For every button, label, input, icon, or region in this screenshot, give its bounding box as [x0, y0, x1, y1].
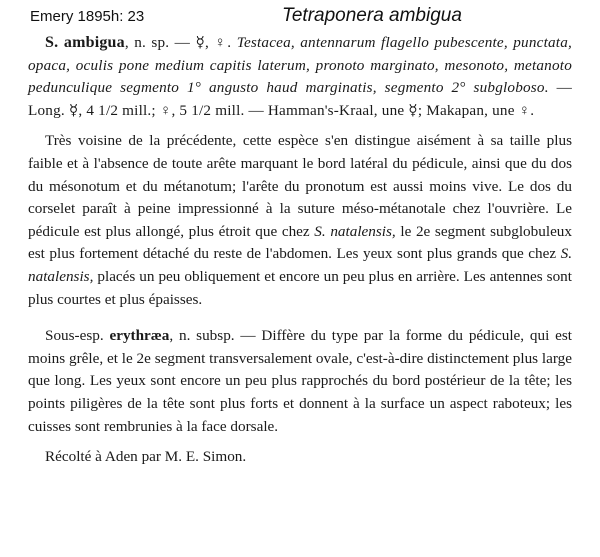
subspecies-text: , n. subsp. — Diffère du type par la forme du pédicule, qui est moins grêle, et le 2e segment transversalement ovale, c'est-à-dire distinctement plus large que long. Les yeux sont encore un peu plus rapprochés du bord postérieur de la tête; les points piligères de la tête sont plus forts et donnent à la surface un aspect raboteux; les cuisses sont rembrunies à la face dorsale.	[28, 327, 572, 435]
citation-header: Emery 1895h: 23	[30, 8, 145, 25]
remarks-text-3: placés un peu obliquement et encore un peu plus en arrière. Les antennes sont plus courtes et plus épaisses.	[28, 267, 572, 308]
latin-description: Testacea, antennarum flagello pubescente, punctata, opaca, oculis pone medium capitis laterum, pronoto marginato, mesonoto, metanoto pedunculique segmento 1° angusto haud marginatis, segmento 2° subgloboso.	[28, 34, 572, 97]
species-status: , n. sp. — ☿, ♀.	[124, 34, 237, 51]
remarks-paragraph	[28, 130, 572, 311]
measurements: — Long. ☿, 4 1/2 mill.; ♀, 5 1/2 mill. — Hamman's-Kraal, une ☿; Makapan, une ♀.	[28, 79, 573, 119]
remarks-text-1: Très voisine de la précédente, cette espèce s'en distingue aisément à sa taille plus faible et à l'absence de toute arête marquant le bord latéral du pédicule, ainsi que du dos du mésonotum et du métanotum; l'arête du pronotum est aussi moins vive. Le dos du corselet paraît à peine impressionné à la suture méso-métanotale chez l'ouvrière. Le pédicule est plus allongé, plus étroit que chez	[28, 132, 572, 240]
document-body	[28, 32, 572, 469]
species-name: S. ambigua	[45, 34, 125, 51]
taxon-title: Tetraponera ambigua	[282, 5, 462, 26]
collection-text: Récolté à Aden par M. E. Simon.	[45, 448, 247, 466]
subspecies-name: erythræa	[109, 327, 170, 345]
species-reference-1: S. natalensis,	[314, 222, 396, 240]
remarks-text-2: le 2e segment subglobuleux est plus fortement détaché du reste de l'abdomen. Les yeux sont plus grands que chez	[28, 222, 572, 263]
collection-paragraph	[28, 446, 572, 469]
subspecies-paragraph	[28, 325, 572, 438]
subspecies-prefix: Sous-esp.	[45, 327, 110, 345]
species-reference-2: S. natalensis,	[28, 245, 572, 285]
species-description-paragraph	[28, 32, 572, 122]
